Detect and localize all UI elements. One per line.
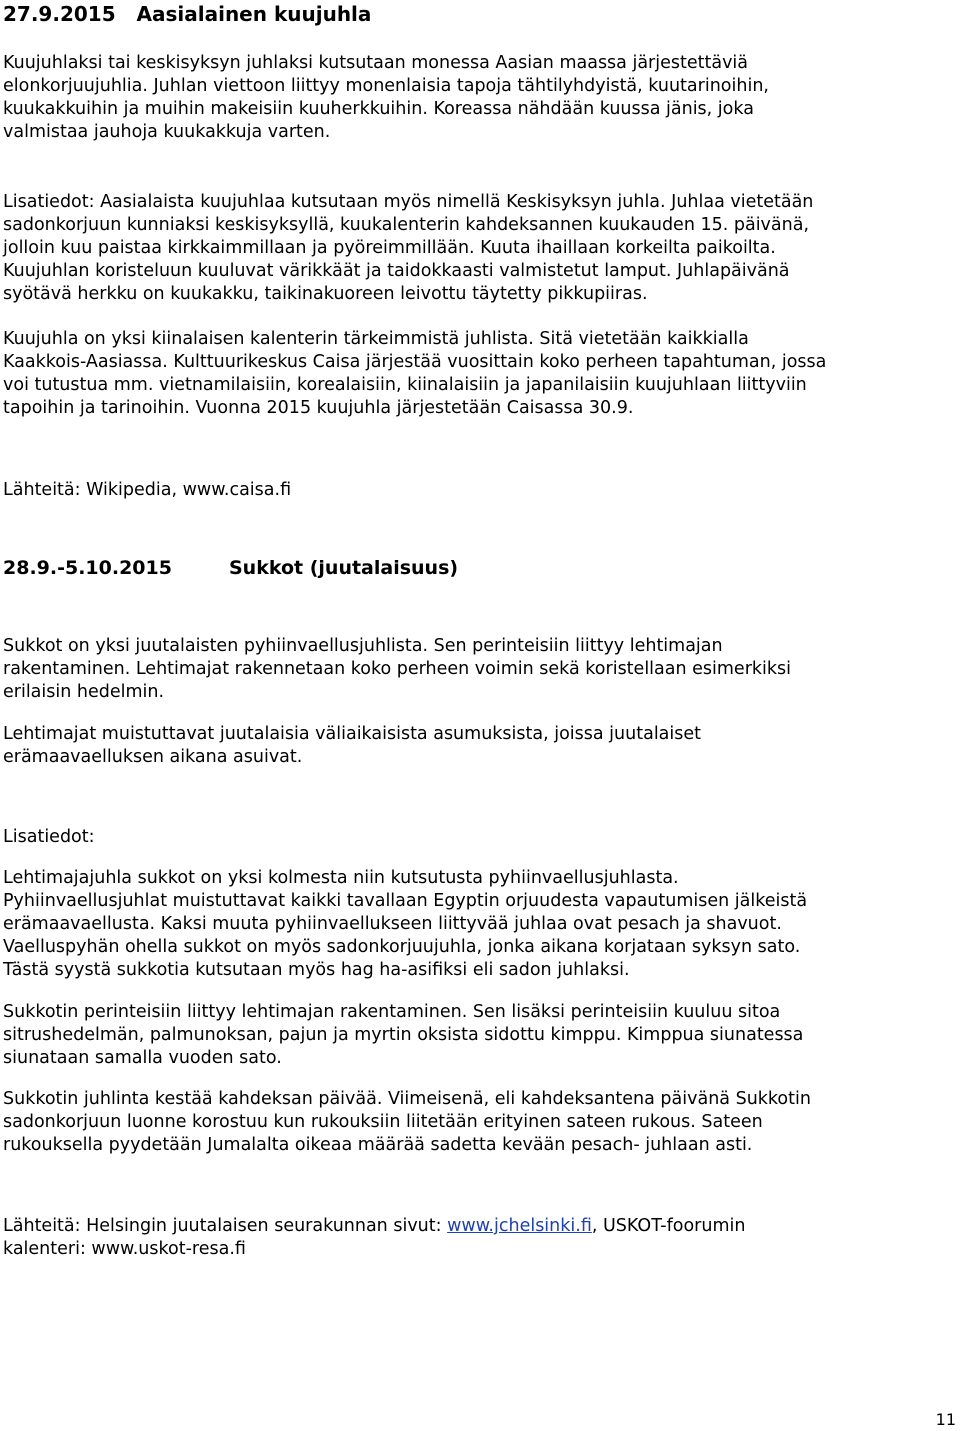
text-line: Sukkotin perinteisiin liittyy lehtimajan rakentaminen. Sen lisäksi perinteisiin kuuluu sitoa: [3, 1002, 781, 1022]
text-line: erilaisin hedelmin.: [3, 682, 165, 702]
text-line: Lehtimajajuhla sukkot on yksi kolmesta niin kutsutusta pyhiinvaellusjuhlasta.: [3, 868, 679, 888]
paragraph-sukkot-bouquet: [3, 1001, 938, 1070]
paragraph-sukkot-intro: [3, 635, 938, 704]
text-line: syötävä herkku on kuukakku, taikinakuoreen leivottu täytetty pikkupiiras.: [3, 284, 648, 304]
paragraph-kuujuhla-intro: [3, 52, 938, 144]
sources-kuujuhla: Lähteitä: Wikipedia, www.caisa.fi: [3, 480, 292, 500]
sources-line: [3, 1215, 938, 1238]
text-line: Vaelluspyhän ohella sukkot on myös sadonkorjuujuhla, jonka aikana korjataan syksyn sato.: [3, 937, 801, 957]
text-line: tapoihin ja tarinoihin. Vuonna 2015 kuujuhla järjestetään Caisassa 30.9.: [3, 398, 634, 418]
details-label: Lisatiedot:: [3, 827, 95, 847]
sources-line-2: kalenteri: www.uskot-resa.fi: [3, 1239, 246, 1259]
text-line: Kuujuhlaksi tai keskisyksyn juhlaksi kutsutaan monessa Aasian maassa järjestettäviä: [3, 53, 749, 73]
page-number: 11: [935, 1410, 956, 1429]
section-heading-kuujuhla: [3, 1, 371, 27]
paragraph-sukkot-details: [3, 867, 938, 982]
text-line: Lehtimajat muistuttavat juutalaisia väliaikaisista asumuksista, joissa juutalaiset: [3, 724, 702, 744]
text-line: sadonkorjuun luonne korostuu kun rukouksiin liitetään erityinen sateen rukous. Sateen: [3, 1112, 763, 1132]
text-line: Lisatiedot: Aasialaista kuujuhlaa kutsutaan myös nimellä Keskisyksyn juhla. Juhlaa vietetään: [3, 192, 814, 212]
text-line: kuukakkuihin ja muihin makeisiin kuuherkkuihin. Koreassa nähdään kuussa jänis, joka: [3, 99, 754, 119]
sources-suffix: , USKOT-foorumin: [591, 1216, 746, 1236]
text-line: elonkorjuujuhlia. Juhlan viettoon liittyy monenlaisia tapoja tähtilyhdyistä, kuutarinoihin,: [3, 76, 769, 96]
text-line: siunataan samalla vuoden sato.: [3, 1048, 282, 1068]
sources-prefix: Lähteitä: Helsingin juutalaisen seurakunnan sivut:: [3, 1216, 448, 1236]
section-date: 28.9.-5.10.2015: [3, 557, 172, 579]
section-title: Sukkot (juutalaisuus): [229, 557, 459, 579]
text-line: erämaavaellusta. Kaksi muuta pyhiinvaellukseen liittyvää juhlaa ovat pesach ja shavuot.: [3, 914, 782, 934]
text-line: Kuujuhla on yksi kiinalaisen kalenterin tärkeimmistä juhlista. Sitä vietetään kaikkialla: [3, 329, 749, 349]
paragraph-sukkot-duration: [3, 1088, 938, 1157]
paragraph-kuujuhla-details: [3, 191, 938, 306]
text-line: Sukkotin juhlinta kestää kahdeksan päivää. Viimeisenä, eli kahdeksantena päivänä Sukkotin: [3, 1089, 811, 1109]
text-line: Kaakkois-Aasiassa. Kulttuurikeskus Caisa järjestää vuosittain koko perheen tapahtuman, jossa: [3, 352, 827, 372]
text-line: sadonkorjuun kunniaksi keskisyksyllä, kuukalenterin kahdeksannen kuukauden 15. päivänä,: [3, 215, 810, 235]
text-line: rukouksella pyydetään Jumalalta oikeaa määrää sadetta kevään pesach- juhlaan asti.: [3, 1135, 753, 1155]
jchelsinki-link[interactable]: www.jchelsinki.fi: [447, 1216, 592, 1236]
paragraph-kuujuhla-caisa: [3, 328, 938, 420]
sources-sukkot: [3, 1215, 938, 1261]
text-line: jolloin kuu paistaa kirkkaimmillaan ja pyöreimmillään. Kuuta ihaillaan korkeilta paikoilta.: [3, 238, 776, 258]
section-date: 27.9.2015: [3, 2, 116, 26]
text-line: Pyhiinvaellusjuhlat muistuttavat kaikki tavallaan Egyptin orjuudesta vapautumisen jälkeistä: [3, 891, 808, 911]
text-line: voi tutustua mm. vietnamilaisiin, korealaisiin, kiinalaisiin ja japanilaisiin kuujuhlaan liittyviin: [3, 375, 807, 395]
text-line: Kuujuhlan koristeluun kuuluvat värikkäät ja taidokkaasti valmistetut lamput. Juhlapäivänä: [3, 261, 790, 281]
section-title: Aasialainen kuujuhla: [136, 2, 372, 26]
text-line: Sukkot on yksi juutalaisten pyhiinvaellusjuhlista. Sen perinteisiin liittyy lehtimajan: [3, 636, 723, 656]
section-heading-sukkot: [3, 556, 458, 580]
text-line: rakentaminen. Lehtimajat rakennetaan koko perheen voimin sekä koristellaan esimerkiksi: [3, 659, 792, 679]
text-line: sitrushedelmän, palmunoksan, pajun ja myrtin oksista sidottu kimppu. Kimppua siunatessa: [3, 1025, 804, 1045]
text-line: Tästä syystä sukkotia kutsutaan myös hag ha-asifiksi eli sadon juhlaksi.: [3, 960, 630, 980]
paragraph-sukkot-booths: [3, 723, 938, 769]
text-line: erämaavaelluksen aikana asuivat.: [3, 747, 303, 767]
text-line: valmistaa jauhoja kuukakkuja varten.: [3, 122, 331, 142]
